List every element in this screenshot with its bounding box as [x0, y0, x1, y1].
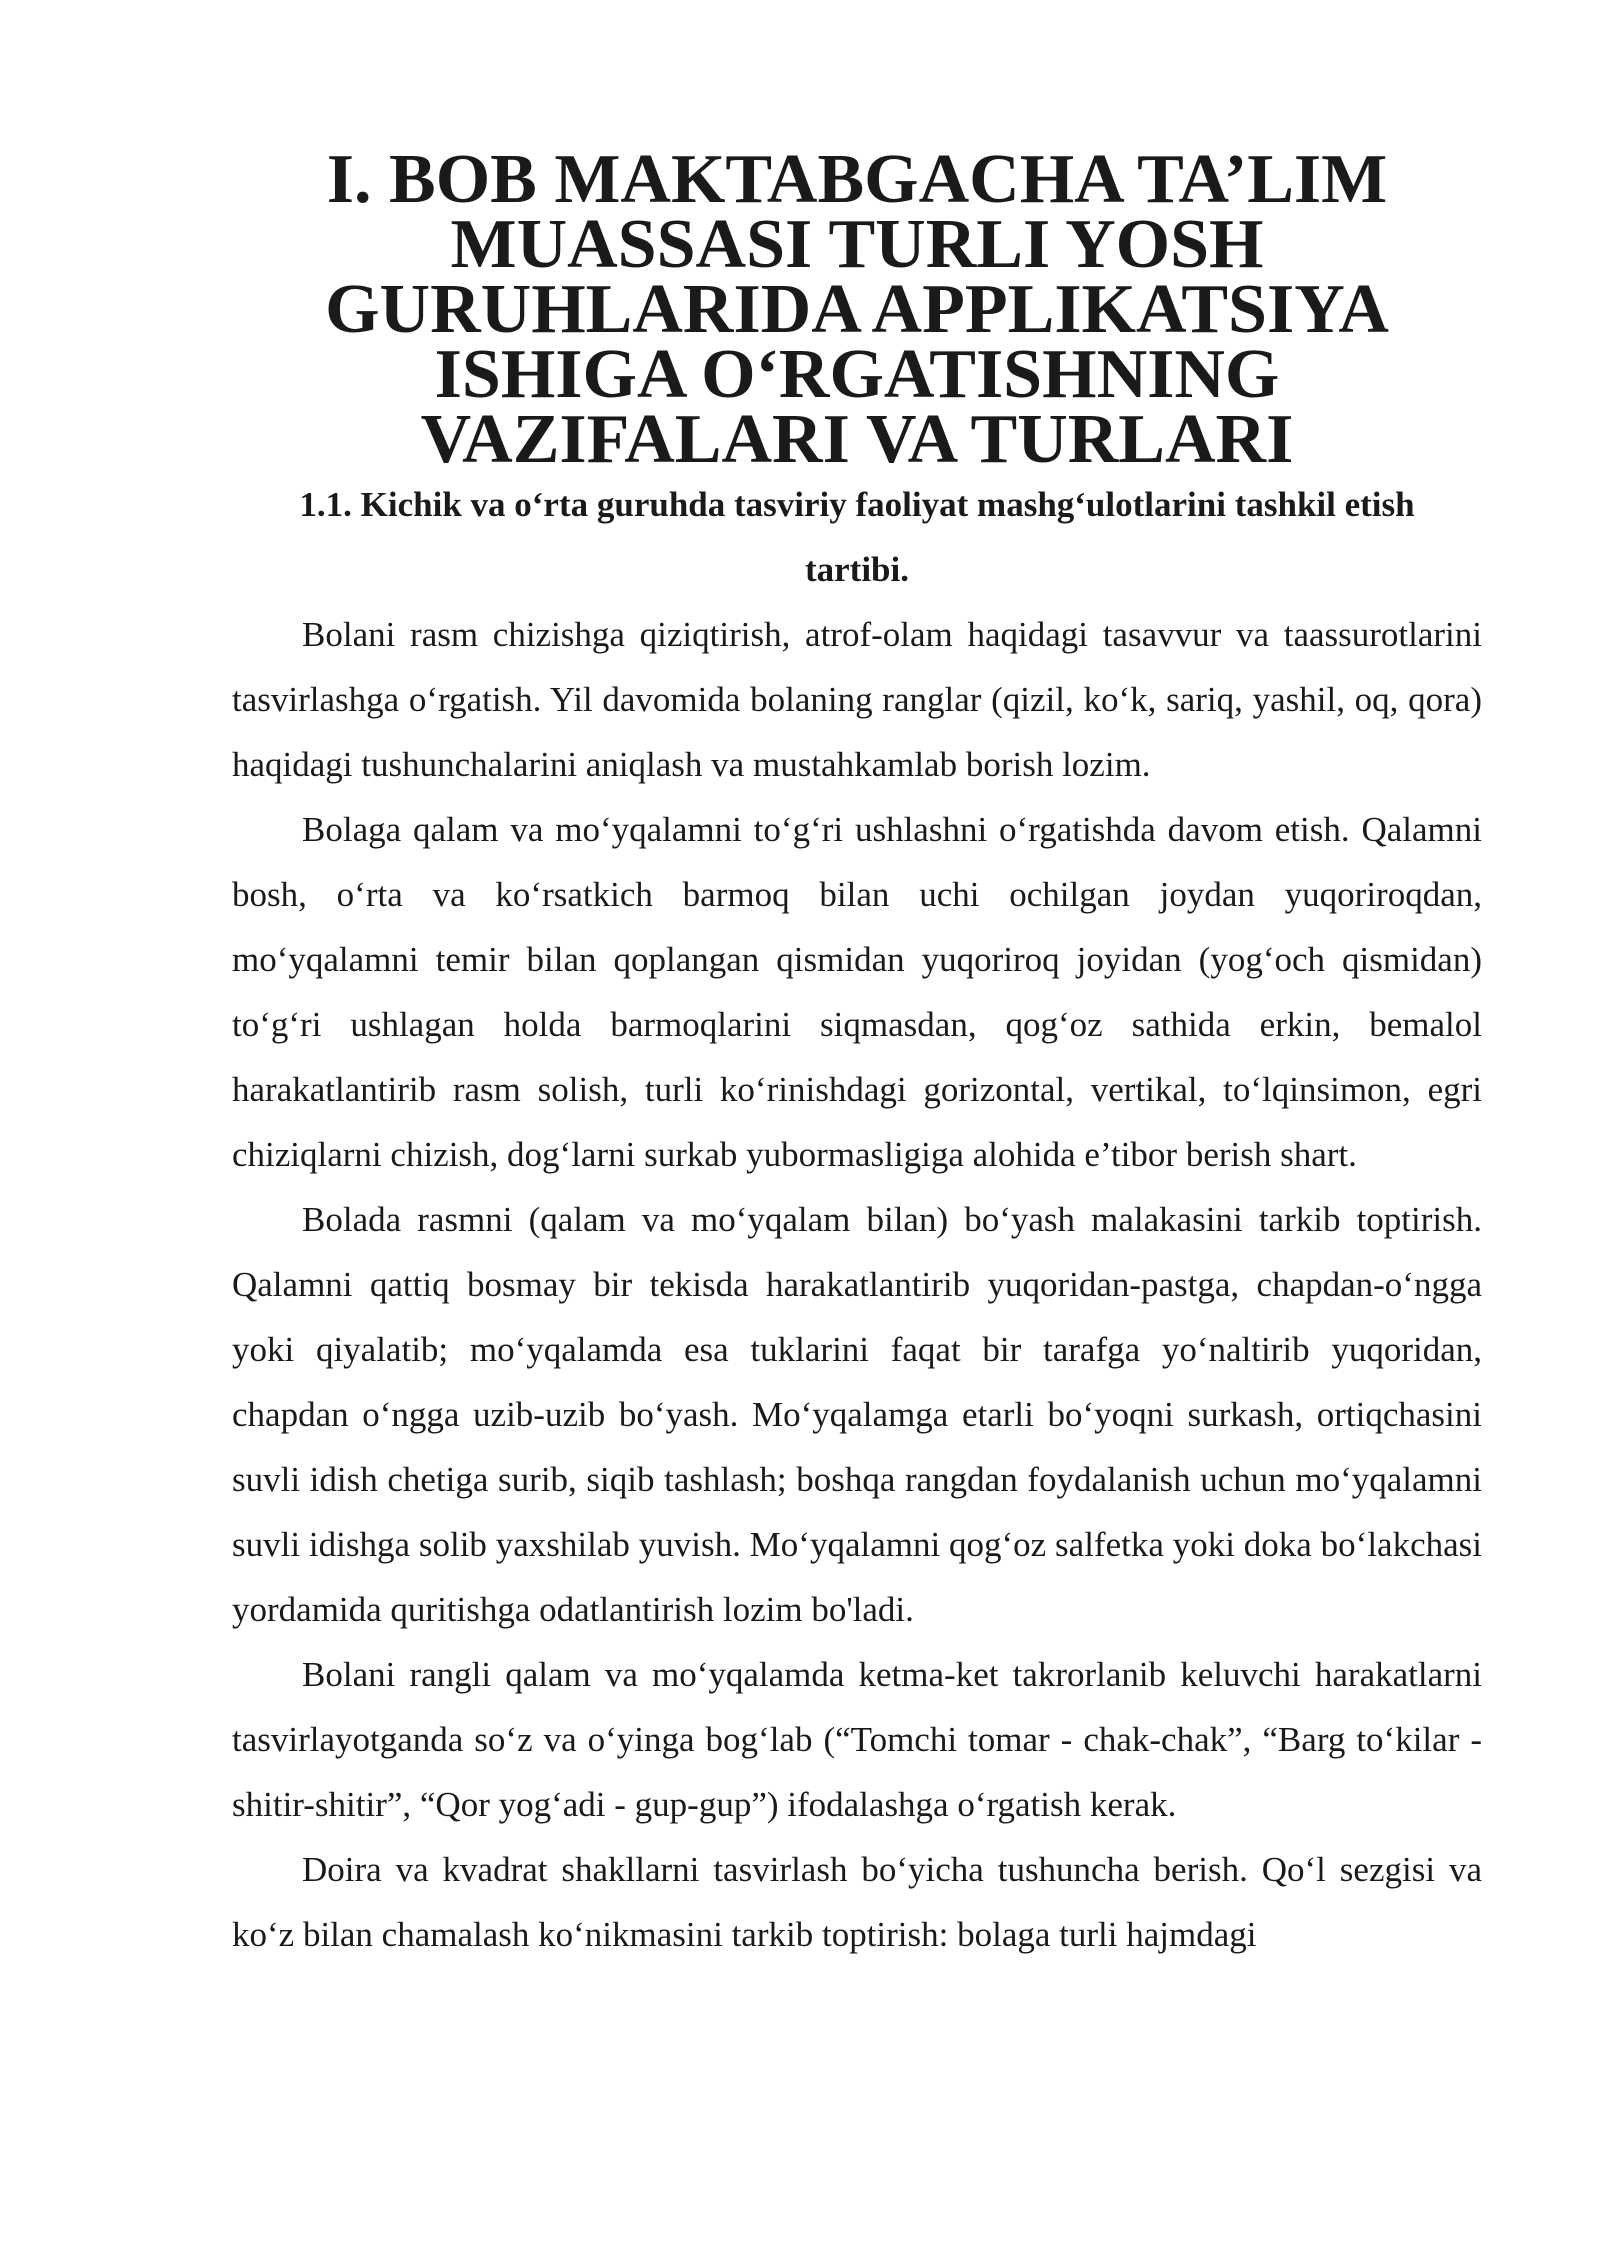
body-paragraph: Bolani rangli qalam va mo‘yqalamda ketma-ket takrorlanib keluvchi harakatlarni tasvirlayotganda so‘z va o‘yinga bog‘lab (“Tomchi tomar - chak-chak”, “Barg to‘kilar - shitir-shitir”, “Qor yog‘adi - gup-gup”) ifodalashga o‘rgatish kerak. [232, 1655, 1482, 1824]
section-title-line: tartibi. [804, 550, 909, 589]
body-paragraph: Bolada rasmni (qalam va mo‘yqalam bilan) bo‘yash malakasini tarkib toptirish. Qalamni qattiq bosmay bir tekisda harakatlantirib yuqoridan-pastga, chapdan-o‘ngga yoki qiyalatib; mo‘yqalamda esa tuklarini faqat bir tarafga yo‘naltirib yuqoridan, chapdan o‘ngga uzib-uzib bo‘yash. Mo‘yqalamga etarli bo‘yoqni surkash, ortiqchasini suvli idish chetiga surib, siqib tashlash; boshqa rangdan foydalanish uchun mo‘yqalamni suvli idishga solib yaxshilab yuvish. Mo‘yqalamni qog‘oz salfetka yoki doka bo‘lakchasi yordamida quritishga odatlantirish lozim bo'ladi. [232, 1200, 1482, 1629]
body-paragraph: Bolani rasm chizishga qiziqtirish, atrof-olam haqidagi tasavvur va taassurotlarini tasvirlashga o‘rgatish. Yil davomida bolaning ranglar (qizil, ko‘k, sariq, yashil, oq, qora) haqidagi tushunchalarini aniqlash va mustahkamlab borish lozim. [232, 615, 1482, 784]
section-title [232, 472, 1482, 602]
body-paragraph: Doira va kvadrat shakllarni tasvirlash bo‘yicha tushuncha berish. Qo‘l sezgisi va ko‘z bilan chamalash ko‘nikmasini tarkib toptirish: bolaga turli hajmdagi [232, 1850, 1482, 1954]
chapter-title [232, 141, 1482, 478]
document-page [232, 141, 1482, 1967]
chapter-title-line: VAZIFALARI VA TURLARI [420, 401, 1294, 478]
body-paragraph: Bolaga qalam va mo‘yqalamni to‘g‘ri ushlashni o‘rgatishda davom etish. Qalamni bosh, o‘rta va ko‘rsatkich barmoq bilan uchi ochilgan joydan yuqoriroqdan, mo‘yqalamni temir bilan qoplangan qismidan yuqoriroq joyidan (yog‘och qismidan) to‘g‘ri ushlagan holda barmoqlarini siqmasdan, qog‘oz sathida erkin, bemalol harakatlantirib rasm solish, turli ko‘rinishdagi gorizontal, vertikal, to‘lqinsimon, egri chiziqlarni chizish, dog‘larni surkab yubormasligiga alohida e’tibor berish shart. [232, 810, 1482, 1174]
chapter-title-line: I. BOB MAKTABGACHA TA’LIM MUASSASI TURLI YOSH [326, 141, 1388, 283]
section-title-line: 1.1. Kichik va o‘rta guruhda tasviriy faoliyat mashg‘ulotlarini tashkil etish [299, 485, 1415, 524]
chapter-title-line: GURUHLARIDA APPLIKATSIYA ISHIGA O‘RGATISHNING [325, 271, 1389, 413]
